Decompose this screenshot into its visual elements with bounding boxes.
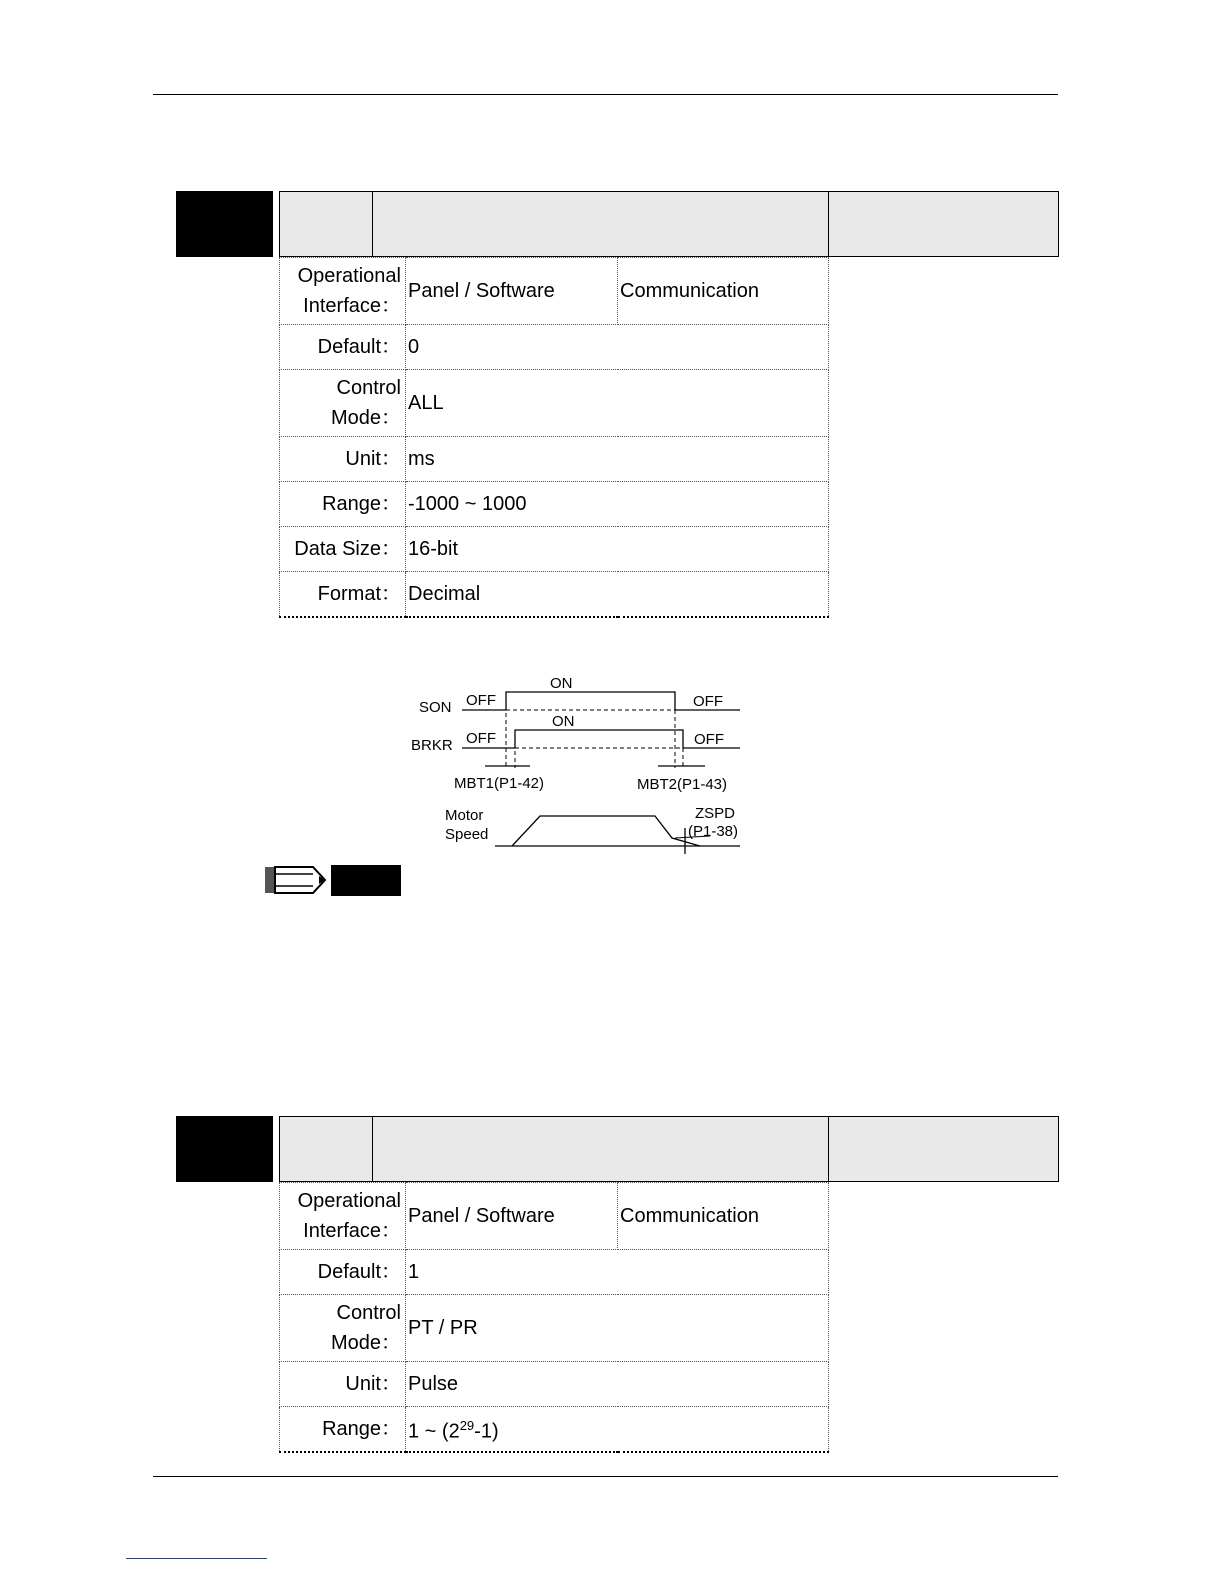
data-size-label: Data Size：	[280, 527, 406, 572]
son-on-label: ON	[550, 675, 573, 692]
parameter-header-cell-abbr	[279, 1116, 373, 1182]
parameter-table-2	[279, 1182, 829, 1453]
unit-label: Unit：	[280, 437, 406, 482]
unit-label: Unit：	[280, 1362, 406, 1407]
son-label: SON	[419, 699, 452, 716]
range-value: -1000 ~ 1000	[406, 482, 829, 527]
control-mode-value: PT / PR	[406, 1295, 829, 1362]
brkr-off-right: OFF	[694, 731, 724, 748]
table-row	[280, 1407, 829, 1453]
range-exponent: 29	[459, 1418, 475, 1434]
control-mode-label: Control Mode：	[280, 1295, 406, 1362]
parameter-header-cell-name	[372, 191, 829, 257]
table-row	[280, 258, 829, 325]
zspd-label: ZSPD	[695, 805, 736, 822]
table-row	[280, 527, 829, 572]
range-label: Range：	[280, 482, 406, 527]
table-row	[280, 572, 829, 618]
motor-speed-curve	[512, 816, 700, 846]
parameter-code-box	[176, 191, 273, 257]
p138-label: (P1-38)	[688, 823, 739, 840]
speed-label: Speed	[445, 826, 489, 843]
format-value: Decimal	[406, 572, 829, 618]
mbt1-label: MBT1(P1-42)	[454, 775, 545, 792]
range-label: Range：	[280, 1407, 406, 1453]
interface-label: Operational Interface：	[280, 258, 406, 325]
range-value: 1 ~ $(2^{29}-1)$	[406, 1407, 829, 1453]
brkr-label: BRKR	[411, 737, 453, 754]
default-value: 0	[406, 325, 829, 370]
interface-panel-value: Panel / Software	[406, 1183, 618, 1250]
parameter-header-cell-address	[828, 1116, 1059, 1182]
parameter-table-1	[279, 257, 829, 618]
parameter-header-cell-abbr	[279, 191, 373, 257]
brkr-off-left: OFF	[466, 730, 496, 747]
interface-comm-value: Communication	[618, 1183, 829, 1250]
data-size-value: 16-bit	[406, 527, 829, 572]
format-label: Format：	[280, 572, 406, 618]
table-row	[280, 370, 829, 437]
brake-timing-diagram	[400, 668, 760, 860]
table-row	[280, 482, 829, 527]
interface-comm-value: Communication	[618, 258, 829, 325]
header-rule	[153, 94, 1058, 95]
motor-label: Motor	[445, 807, 484, 824]
parameter-code-box	[176, 1116, 273, 1182]
table-row	[280, 1183, 829, 1250]
interface-panel-value: Panel / Software	[406, 258, 618, 325]
table-row	[280, 1295, 829, 1362]
unit-value: Pulse	[406, 1362, 829, 1407]
control-mode-value: ALL	[406, 370, 829, 437]
default-label: Default：	[280, 1250, 406, 1295]
footer-link-underline[interactable]	[126, 1558, 267, 1559]
parameter-header-cell-name	[372, 1116, 829, 1182]
table-row	[280, 437, 829, 482]
son-off-left: OFF	[466, 692, 496, 709]
brkr-on-label: ON	[552, 713, 575, 730]
table-row	[280, 325, 829, 370]
unit-value: ms	[406, 437, 829, 482]
mbt2-label: MBT2(P1-43)	[637, 776, 728, 793]
note-pencil-icon	[263, 864, 403, 898]
footer-rule	[153, 1476, 1058, 1477]
parameter-header-cell-address	[828, 191, 1059, 257]
default-value: 1	[406, 1250, 829, 1295]
default-label: Default：	[280, 325, 406, 370]
table-row	[280, 1362, 829, 1407]
son-off-right: OFF	[693, 693, 723, 710]
control-mode-label: Control Mode：	[280, 370, 406, 437]
table-row	[280, 1250, 829, 1295]
interface-label: Operational Interface：	[280, 1183, 406, 1250]
